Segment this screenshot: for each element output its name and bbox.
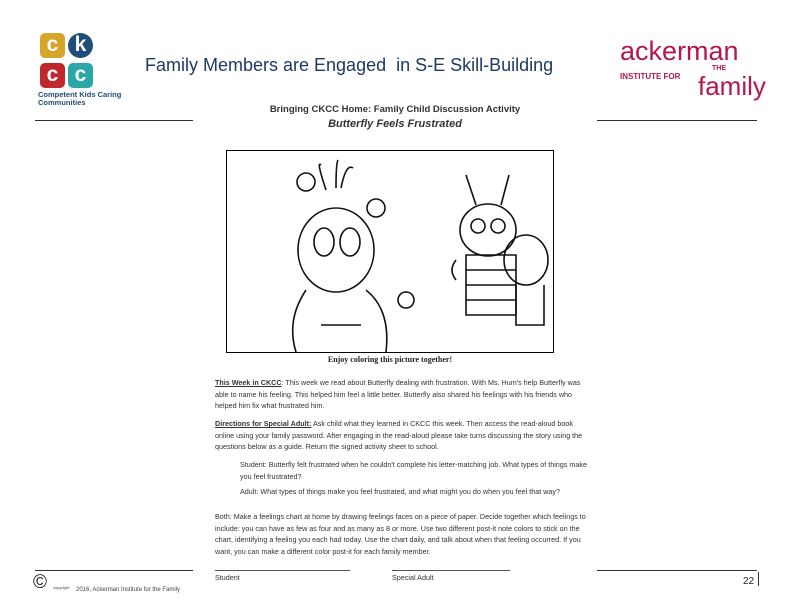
- student-signature-line[interactable]: [215, 570, 350, 571]
- coloring-picture: [226, 150, 554, 353]
- student-signature-label: Student: [215, 573, 240, 582]
- directions-paragraph: [215, 418, 593, 453]
- copyright-text: 2016, Ackerman Institute for the Family: [76, 587, 181, 593]
- sheet-subheading: Butterfly Feels Frustrated: [328, 118, 462, 130]
- copyright-icon: ©: [33, 572, 47, 593]
- logo-text: THE: [712, 65, 726, 72]
- adult-signature-label: Special Adult: [392, 573, 434, 582]
- page-number: 22: [743, 576, 755, 587]
- footer-divider: [597, 570, 757, 571]
- logo-caption: Competent Kids Caring Communities: [38, 90, 122, 107]
- adult-question: Adult: What types of things make you feel frustrated, and what might you do when you feel that way?: [240, 487, 561, 496]
- logo-text: INSTITUTE FOR: [620, 72, 681, 81]
- ackerman-logo: [620, 38, 780, 100]
- footer-divider: [35, 570, 193, 571]
- student-question: Student: Butterfly felt frustrated when he couldn't complete his letter-matching job. What types of things make you feel frustrated?: [240, 460, 587, 481]
- logo-tile: c: [68, 63, 93, 88]
- adult-signature-line[interactable]: [392, 570, 510, 571]
- ckcc-logo: [38, 33, 128, 113]
- divider: [35, 120, 193, 121]
- this-week-paragraph: [215, 377, 593, 412]
- page-title: Family Members are Engaged in S-E Skill-Building: [145, 55, 554, 75]
- logo-tile: k: [68, 33, 93, 58]
- copyright-small: copyright: [53, 585, 70, 590]
- both-paragraph: Both: Make a feelings chart at home by drawing feelings faces on a piece of paper. Decide together which feelings to include: you can have as few as four and as many as 8 or more. Use two different post-it note colors to stick on the chart, identifying a feeling you each had today. Use the chart daily, and talk about when that feeling occurred. If you want, you can make a different color post-it for each family member.: [215, 512, 586, 556]
- directions-label: Directions for Special Adult:: [215, 419, 312, 428]
- divider: [597, 120, 757, 121]
- directions-text: Ask child what they learned in CKCC this week. Then access the read-aloud book online using your family password. After engaging in the read-aloud please take turns discussing the story using the questions below as a guide. Return the signed activity sheet to school.: [215, 419, 583, 451]
- page-number-bar: [758, 572, 759, 586]
- this-week-text: : This week we read about Butterfly dealing with frustration. With Ms. Hum's help Butterfly was able to name his feeling. This helped him feel a little better. Butterfly also shared his feelings with his friends who helped him fix what frustrated him.: [215, 378, 581, 410]
- logo-text: ackerman: [620, 36, 739, 66]
- picture-caption: Enjoy coloring this picture together!: [327, 355, 453, 364]
- this-week-label: This Week in CKCC: [215, 378, 282, 387]
- logo-tile: c: [40, 33, 65, 58]
- logo-tile: c: [40, 63, 65, 88]
- logo-text: family: [698, 71, 766, 101]
- sheet-heading: Bringing CKCC Home: Family Child Discussion Activity: [269, 104, 521, 115]
